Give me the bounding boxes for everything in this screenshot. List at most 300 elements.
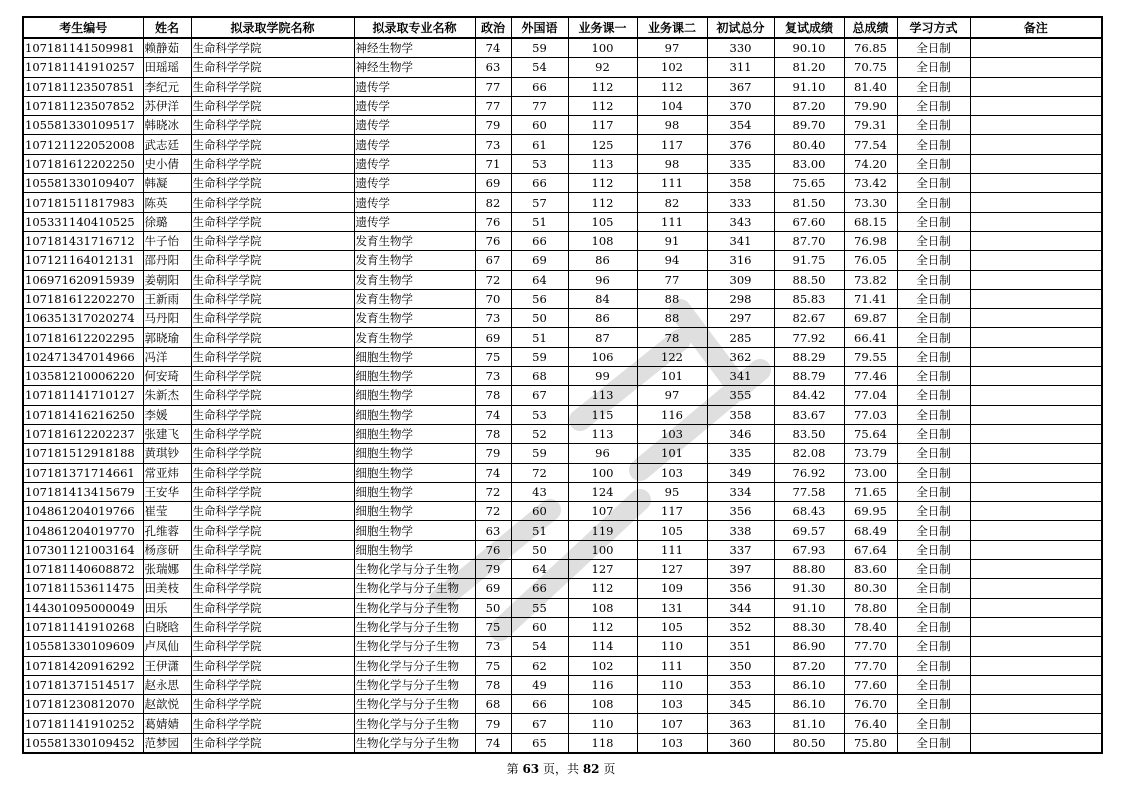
cell-total-score: 73.79 — [844, 444, 897, 463]
cell-name: 韩凝 — [143, 174, 191, 193]
cell-college: 生命科学学院 — [191, 116, 354, 135]
cell-retest-score: 68.43 — [774, 502, 844, 521]
cell-politics: 75 — [475, 656, 511, 675]
cell-major: 发育生物学 — [354, 231, 475, 250]
cell-preliminary-total: 352 — [707, 617, 774, 636]
table-row — [23, 231, 1102, 250]
cell-preliminary-total: 349 — [707, 463, 774, 482]
cell-major: 神经生物学 — [354, 58, 475, 77]
table-row — [23, 598, 1102, 617]
table-row — [23, 193, 1102, 212]
cell-study-mode: 全日制 — [897, 637, 970, 656]
cell-subject-one: 113 — [568, 386, 637, 405]
cell-foreign-language: 65 — [511, 733, 568, 753]
cell-college: 生命科学学院 — [191, 714, 354, 733]
cell-remarks — [970, 598, 1102, 617]
cell-politics: 82 — [475, 193, 511, 212]
cell-major: 细胞生物学 — [354, 540, 475, 559]
table-body — [23, 38, 1102, 753]
cell-name: 姜朝阳 — [143, 270, 191, 289]
table-row — [23, 502, 1102, 521]
cell-subject-one: 100 — [568, 463, 637, 482]
table-row — [23, 251, 1102, 270]
cell-total-score: 77.60 — [844, 675, 897, 694]
cell-study-mode: 全日制 — [897, 521, 970, 540]
cell-name: 赵永思 — [143, 675, 191, 694]
cell-subject-two: 78 — [637, 328, 707, 347]
cell-retest-score: 91.75 — [774, 251, 844, 270]
cell-subject-two: 104 — [637, 96, 707, 115]
cell-study-mode: 全日制 — [897, 560, 970, 579]
cell-exam-id: 107181431716712 — [23, 231, 143, 250]
cell-exam-id: 107181123507851 — [23, 77, 143, 96]
cell-politics: 67 — [475, 251, 511, 270]
table-row — [23, 347, 1102, 366]
cell-foreign-language: 66 — [511, 695, 568, 714]
cell-name: 马丹阳 — [143, 309, 191, 328]
cell-preliminary-total: 358 — [707, 174, 774, 193]
cell-major: 发育生物学 — [354, 328, 475, 347]
header-study-mode: 学习方式 — [897, 17, 970, 38]
footer-suffix: 页 — [603, 762, 616, 776]
cell-preliminary-total: 343 — [707, 212, 774, 231]
cell-college: 生命科学学院 — [191, 540, 354, 559]
cell-total-score: 70.75 — [844, 58, 897, 77]
cell-major: 遗传学 — [354, 116, 475, 135]
cell-total-score: 71.65 — [844, 482, 897, 501]
cell-college: 生命科学学院 — [191, 270, 354, 289]
cell-retest-score: 88.79 — [774, 367, 844, 386]
cell-preliminary-total: 351 — [707, 637, 774, 656]
table-row — [23, 212, 1102, 231]
cell-remarks — [970, 154, 1102, 173]
cell-exam-id: 107181612202295 — [23, 328, 143, 347]
cell-subject-two: 103 — [637, 424, 707, 443]
cell-foreign-language: 51 — [511, 328, 568, 347]
cell-remarks — [970, 328, 1102, 347]
cell-preliminary-total: 376 — [707, 135, 774, 154]
cell-study-mode: 全日制 — [897, 96, 970, 115]
cell-subject-two: 110 — [637, 675, 707, 694]
cell-major: 细胞生物学 — [354, 444, 475, 463]
cell-college: 生命科学学院 — [191, 328, 354, 347]
cell-study-mode: 全日制 — [897, 579, 970, 598]
cell-subject-one: 92 — [568, 58, 637, 77]
cell-subject-one: 100 — [568, 540, 637, 559]
cell-subject-one: 124 — [568, 482, 637, 501]
cell-remarks — [970, 617, 1102, 636]
total-page-count: 82 — [582, 762, 600, 776]
cell-total-score: 76.40 — [844, 714, 897, 733]
table-row — [23, 695, 1102, 714]
cell-college: 生命科学学院 — [191, 58, 354, 77]
cell-remarks — [970, 135, 1102, 154]
cell-major: 生物化学与分子生物 — [354, 560, 475, 579]
cell-subject-one: 112 — [568, 174, 637, 193]
cell-name: 邵丹阳 — [143, 251, 191, 270]
cell-remarks — [970, 733, 1102, 753]
cell-remarks — [970, 58, 1102, 77]
cell-major: 发育生物学 — [354, 251, 475, 270]
footer-prefix: 第 — [506, 762, 519, 776]
cell-total-score: 79.31 — [844, 116, 897, 135]
cell-remarks — [970, 637, 1102, 656]
cell-politics: 76 — [475, 212, 511, 231]
cell-total-score: 68.49 — [844, 521, 897, 540]
cell-name: 王伊潇 — [143, 656, 191, 675]
cell-name: 李纪元 — [143, 77, 191, 96]
cell-total-score: 73.42 — [844, 174, 897, 193]
cell-retest-score: 86.10 — [774, 695, 844, 714]
cell-study-mode: 全日制 — [897, 154, 970, 173]
cell-study-mode: 全日制 — [897, 598, 970, 617]
cell-subject-one: 118 — [568, 733, 637, 753]
cell-preliminary-total: 346 — [707, 424, 774, 443]
cell-study-mode: 全日制 — [897, 424, 970, 443]
cell-retest-score: 85.83 — [774, 289, 844, 308]
cell-study-mode: 全日制 — [897, 289, 970, 308]
cell-total-score: 77.70 — [844, 637, 897, 656]
cell-exam-id: 105581330109452 — [23, 733, 143, 753]
table-header-row — [23, 17, 1102, 38]
table-row — [23, 367, 1102, 386]
cell-retest-score: 91.30 — [774, 579, 844, 598]
cell-preliminary-total: 335 — [707, 444, 774, 463]
cell-retest-score: 91.10 — [774, 77, 844, 96]
cell-college: 生命科学学院 — [191, 579, 354, 598]
cell-name: 常亚炜 — [143, 463, 191, 482]
cell-subject-one: 96 — [568, 270, 637, 289]
cell-foreign-language: 66 — [511, 77, 568, 96]
cell-retest-score: 91.10 — [774, 598, 844, 617]
cell-name: 苏伊洋 — [143, 96, 191, 115]
cell-total-score: 69.95 — [844, 502, 897, 521]
cell-college: 生命科学学院 — [191, 38, 354, 58]
cell-study-mode: 全日制 — [897, 405, 970, 424]
admission-table — [22, 16, 1103, 754]
cell-major: 遗传学 — [354, 135, 475, 154]
cell-total-score: 74.20 — [844, 154, 897, 173]
cell-subject-two: 111 — [637, 540, 707, 559]
table-row — [23, 328, 1102, 347]
cell-total-score: 77.70 — [844, 656, 897, 675]
cell-retest-score: 81.50 — [774, 193, 844, 212]
cell-foreign-language: 50 — [511, 309, 568, 328]
cell-total-score: 69.87 — [844, 309, 897, 328]
cell-total-score: 76.98 — [844, 231, 897, 250]
cell-politics: 73 — [475, 135, 511, 154]
cell-subject-two: 77 — [637, 270, 707, 289]
cell-subject-two: 107 — [637, 714, 707, 733]
cell-college: 生命科学学院 — [191, 675, 354, 694]
cell-subject-one: 108 — [568, 231, 637, 250]
cell-study-mode: 全日制 — [897, 116, 970, 135]
cell-preliminary-total: 360 — [707, 733, 774, 753]
cell-foreign-language: 51 — [511, 521, 568, 540]
cell-retest-score: 82.08 — [774, 444, 844, 463]
header-exam-id: 考生编号 — [23, 17, 143, 38]
cell-remarks — [970, 502, 1102, 521]
cell-name: 冯洋 — [143, 347, 191, 366]
cell-subject-one: 127 — [568, 560, 637, 579]
cell-foreign-language: 56 — [511, 289, 568, 308]
table-row — [23, 58, 1102, 77]
cell-retest-score: 81.10 — [774, 714, 844, 733]
cell-preliminary-total: 345 — [707, 695, 774, 714]
cell-politics: 69 — [475, 579, 511, 598]
cell-politics: 50 — [475, 598, 511, 617]
cell-remarks — [970, 289, 1102, 308]
cell-college: 生命科学学院 — [191, 251, 354, 270]
cell-remarks — [970, 444, 1102, 463]
cell-exam-id: 107181512918188 — [23, 444, 143, 463]
cell-retest-score: 87.20 — [774, 96, 844, 115]
cell-exam-id: 104861204019770 — [23, 521, 143, 540]
cell-retest-score: 87.20 — [774, 656, 844, 675]
cell-foreign-language: 59 — [511, 347, 568, 366]
header-subject-one: 业务课一 — [568, 17, 637, 38]
cell-subject-one: 112 — [568, 96, 637, 115]
cell-foreign-language: 67 — [511, 386, 568, 405]
cell-exam-id: 144301095000049 — [23, 598, 143, 617]
table-row — [23, 116, 1102, 135]
cell-total-score: 80.30 — [844, 579, 897, 598]
cell-subject-two: 122 — [637, 347, 707, 366]
cell-subject-one: 100 — [568, 38, 637, 58]
cell-remarks — [970, 482, 1102, 501]
cell-major: 发育生物学 — [354, 270, 475, 289]
cell-college: 生命科学学院 — [191, 347, 354, 366]
cell-study-mode: 全日制 — [897, 502, 970, 521]
cell-exam-id: 107181141710127 — [23, 386, 143, 405]
cell-total-score: 79.90 — [844, 96, 897, 115]
table-row — [23, 424, 1102, 443]
cell-study-mode: 全日制 — [897, 444, 970, 463]
cell-subject-two: 117 — [637, 135, 707, 154]
cell-retest-score: 84.42 — [774, 386, 844, 405]
table-row — [23, 579, 1102, 598]
cell-retest-score: 67.60 — [774, 212, 844, 231]
cell-politics: 71 — [475, 154, 511, 173]
cell-preliminary-total: 298 — [707, 289, 774, 308]
header-retest-score: 复试成绩 — [774, 17, 844, 38]
header-college: 拟录取学院名称 — [191, 17, 354, 38]
cell-exam-id: 107301121003164 — [23, 540, 143, 559]
cell-college: 生命科学学院 — [191, 482, 354, 501]
cell-college: 生命科学学院 — [191, 521, 354, 540]
cell-college: 生命科学学院 — [191, 386, 354, 405]
table-row — [23, 270, 1102, 289]
cell-major: 神经生物学 — [354, 38, 475, 58]
cell-study-mode: 全日制 — [897, 540, 970, 559]
header-total-score: 总成绩 — [844, 17, 897, 38]
cell-name: 王新雨 — [143, 289, 191, 308]
cell-foreign-language: 49 — [511, 675, 568, 694]
cell-total-score: 81.40 — [844, 77, 897, 96]
cell-study-mode: 全日制 — [897, 135, 970, 154]
cell-remarks — [970, 116, 1102, 135]
cell-preliminary-total: 334 — [707, 482, 774, 501]
cell-subject-two: 111 — [637, 656, 707, 675]
cell-study-mode: 全日制 — [897, 386, 970, 405]
cell-name: 何安琦 — [143, 367, 191, 386]
cell-subject-one: 108 — [568, 598, 637, 617]
cell-subject-two: 98 — [637, 154, 707, 173]
cell-study-mode: 全日制 — [897, 231, 970, 250]
cell-subject-one: 87 — [568, 328, 637, 347]
cell-subject-one: 113 — [568, 424, 637, 443]
cell-exam-id: 107181612202270 — [23, 289, 143, 308]
cell-name: 杨彦研 — [143, 540, 191, 559]
table-row — [23, 309, 1102, 328]
cell-college: 生命科学学院 — [191, 405, 354, 424]
cell-politics: 73 — [475, 367, 511, 386]
cell-major: 生物化学与分子生物 — [354, 579, 475, 598]
cell-exam-id: 105581330109407 — [23, 174, 143, 193]
cell-major: 生物化学与分子生物 — [354, 695, 475, 714]
header-foreign-language: 外国语 — [511, 17, 568, 38]
cell-exam-id: 107181230812070 — [23, 695, 143, 714]
cell-politics: 68 — [475, 695, 511, 714]
cell-subject-one: 96 — [568, 444, 637, 463]
cell-subject-one: 112 — [568, 617, 637, 636]
cell-subject-two: 112 — [637, 77, 707, 96]
table-row — [23, 174, 1102, 193]
cell-preliminary-total: 354 — [707, 116, 774, 135]
cell-study-mode: 全日制 — [897, 617, 970, 636]
cell-college: 生命科学学院 — [191, 193, 354, 212]
cell-foreign-language: 61 — [511, 135, 568, 154]
cell-foreign-language: 54 — [511, 58, 568, 77]
cell-study-mode: 全日制 — [897, 463, 970, 482]
table-row — [23, 289, 1102, 308]
cell-subject-one: 113 — [568, 154, 637, 173]
cell-study-mode: 全日制 — [897, 193, 970, 212]
cell-exam-id: 102471347014966 — [23, 347, 143, 366]
cell-foreign-language: 53 — [511, 154, 568, 173]
cell-total-score: 83.60 — [844, 560, 897, 579]
cell-college: 生命科学学院 — [191, 135, 354, 154]
cell-retest-score: 88.29 — [774, 347, 844, 366]
cell-retest-score: 81.20 — [774, 58, 844, 77]
cell-remarks — [970, 656, 1102, 675]
cell-remarks — [970, 251, 1102, 270]
cell-retest-score: 87.70 — [774, 231, 844, 250]
cell-subject-two: 111 — [637, 174, 707, 193]
cell-name: 卢凤仙 — [143, 637, 191, 656]
cell-politics: 78 — [475, 386, 511, 405]
table-row — [23, 463, 1102, 482]
cell-remarks — [970, 270, 1102, 289]
cell-name: 朱新杰 — [143, 386, 191, 405]
cell-exam-id: 107181416216250 — [23, 405, 143, 424]
cell-study-mode: 全日制 — [897, 309, 970, 328]
cell-exam-id: 107121122052008 — [23, 135, 143, 154]
current-page-number: 63 — [522, 762, 540, 776]
cell-name: 田瑶瑶 — [143, 58, 191, 77]
cell-subject-two: 111 — [637, 212, 707, 231]
cell-retest-score: 76.92 — [774, 463, 844, 482]
cell-politics: 63 — [475, 58, 511, 77]
cell-foreign-language: 64 — [511, 560, 568, 579]
cell-preliminary-total: 311 — [707, 58, 774, 77]
cell-preliminary-total: 370 — [707, 96, 774, 115]
cell-exam-id: 107181511817983 — [23, 193, 143, 212]
cell-retest-score: 89.70 — [774, 116, 844, 135]
cell-subject-two: 91 — [637, 231, 707, 250]
header-subject-two: 业务课二 — [637, 17, 707, 38]
cell-college: 生命科学学院 — [191, 367, 354, 386]
table-row — [23, 482, 1102, 501]
table-row — [23, 38, 1102, 58]
cell-major: 遗传学 — [354, 96, 475, 115]
cell-politics: 72 — [475, 482, 511, 501]
cell-politics: 74 — [475, 38, 511, 58]
cell-total-score: 77.46 — [844, 367, 897, 386]
cell-total-score: 77.03 — [844, 405, 897, 424]
cell-retest-score: 82.67 — [774, 309, 844, 328]
cell-total-score: 73.00 — [844, 463, 897, 482]
cell-politics: 78 — [475, 424, 511, 443]
cell-name: 赵歆悦 — [143, 695, 191, 714]
cell-politics: 79 — [475, 560, 511, 579]
cell-study-mode: 全日制 — [897, 482, 970, 501]
cell-politics: 77 — [475, 77, 511, 96]
cell-name: 崔莹 — [143, 502, 191, 521]
cell-subject-two: 102 — [637, 58, 707, 77]
cell-major: 生物化学与分子生物 — [354, 714, 475, 733]
cell-remarks — [970, 77, 1102, 96]
header-remarks: 备注 — [970, 17, 1102, 38]
cell-major: 细胞生物学 — [354, 347, 475, 366]
cell-subject-two: 127 — [637, 560, 707, 579]
cell-major: 细胞生物学 — [354, 463, 475, 482]
table-row — [23, 540, 1102, 559]
cell-politics: 75 — [475, 347, 511, 366]
cell-preliminary-total: 367 — [707, 77, 774, 96]
cell-major: 生物化学与分子生物 — [354, 637, 475, 656]
cell-major: 遗传学 — [354, 154, 475, 173]
cell-total-score: 76.85 — [844, 38, 897, 58]
cell-exam-id: 107181141910268 — [23, 617, 143, 636]
table-row — [23, 733, 1102, 753]
cell-college: 生命科学学院 — [191, 289, 354, 308]
cell-foreign-language: 55 — [511, 598, 568, 617]
cell-remarks — [970, 309, 1102, 328]
cell-politics: 76 — [475, 231, 511, 250]
table-row — [23, 675, 1102, 694]
cell-exam-id: 103581210006220 — [23, 367, 143, 386]
cell-study-mode: 全日制 — [897, 212, 970, 231]
cell-total-score: 73.30 — [844, 193, 897, 212]
cell-total-score: 77.54 — [844, 135, 897, 154]
cell-name: 孔维蓉 — [143, 521, 191, 540]
cell-exam-id: 105581330109609 — [23, 637, 143, 656]
table-row — [23, 135, 1102, 154]
cell-college: 生命科学学院 — [191, 617, 354, 636]
cell-name: 张瑞娜 — [143, 560, 191, 579]
cell-total-score: 67.64 — [844, 540, 897, 559]
cell-college: 生命科学学院 — [191, 231, 354, 250]
admission-list-page — [22, 16, 1101, 754]
cell-foreign-language: 50 — [511, 540, 568, 559]
cell-politics: 69 — [475, 174, 511, 193]
cell-politics: 77 — [475, 96, 511, 115]
table-row — [23, 386, 1102, 405]
cell-major: 生物化学与分子生物 — [354, 617, 475, 636]
cell-preliminary-total: 344 — [707, 598, 774, 617]
cell-foreign-language: 67 — [511, 714, 568, 733]
